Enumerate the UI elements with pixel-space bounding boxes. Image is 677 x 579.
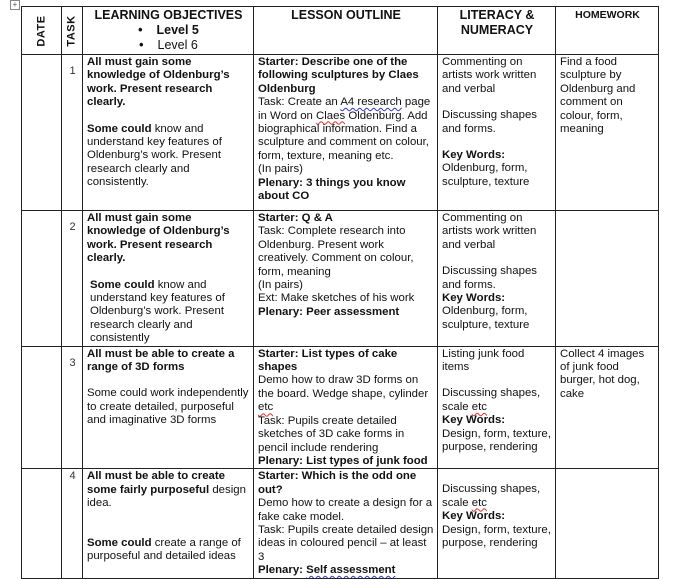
key-words-text: Design, form, texture, purpose, rendering [442,427,551,454]
table-row [22,211,659,347]
literacy-line-2-etc: etc [471,496,487,509]
demo-etc: etc [258,401,274,414]
header-task-label: TASK [65,14,78,47]
key-words-label: Key Words: [442,510,506,523]
move-table-icon[interactable]: + [10,0,20,10]
task-rest: Oldenburg. Add biographical information. Find a sculpture and comment on colour, form, texture, meaning etc. [258,109,429,162]
starter-text: Starter: Describe one of the following sculptures by Claes Oldenburg [258,56,419,95]
header-date [22,7,62,55]
literacy-cell[interactable] [438,211,556,347]
note-text: (In pairs) [258,163,303,176]
plenary-text: Plenary: List types of junk food [258,454,428,467]
plenary-value: Self assessment [306,564,396,577]
header-row [22,7,659,55]
objectives-cell[interactable] [83,55,254,211]
all-must-text: All must gain some knowledge of Oldenburg’s work. Present research clearly. [87,212,230,265]
demo-text: Demo how to create a design for a fake cake model. [258,497,433,523]
some-could-detail: know and understand key features of Oldenburg’s work. Present research clearly and consistently. [87,122,222,189]
plenary-text: Plenary: Peer assessment [258,305,400,318]
task-number: 3 [62,346,83,469]
table-row [22,55,659,211]
task-number: 2 [62,211,83,347]
plenary-text [258,564,434,577]
homework-cell[interactable] [556,469,659,578]
some-could-text [87,279,250,346]
literacy-line-1: Commenting on artists work written and verbal [442,212,537,251]
objectives-cell[interactable] [83,346,254,469]
some-could-text [87,123,250,190]
date-cell[interactable] [22,55,62,211]
homework-cell[interactable]: Collect 4 images of junk food burger, hot dog, cake [556,346,659,469]
all-must-text [87,470,250,510]
plenary-label: Plenary: [258,564,307,577]
ext-text: Ext: Make sketches of his work [258,292,415,305]
literacy-cell[interactable] [438,346,556,469]
task-text: Task: Pupils create detailed sketches of 3D cake forms in pencil include rendering [258,414,405,454]
task-number: 4 [62,469,83,578]
task-text: Task: Complete research into Oldenburg. Present work creatively. Comment on colour, form, meaning [258,225,414,278]
key-words-label: Key Words: [442,414,506,427]
lesson-cell[interactable] [254,469,438,578]
literacy-cell[interactable] [438,55,556,211]
literacy-line-2: Discussing shapes and forms. [442,265,537,291]
level-5-item: • Level 5 [87,23,250,38]
homework-cell[interactable] [556,211,659,347]
some-could-text [87,537,250,564]
all-must-text: All must gain some knowledge of Oldenburg’s work. Present research clearly. [87,56,230,109]
literacy-line-2 [442,483,552,510]
literacy-cell[interactable] [438,469,556,578]
literacy-line-2-prefix: Discussing shapes, scale [442,483,541,509]
header-homework: HOMEWORK [556,7,659,55]
all-must-detail: design idea. [87,483,246,510]
starter-text: Starter: List types of cake shapes [258,347,398,374]
lesson-plan-table [21,6,659,579]
literacy-line-1: Commenting on artists work written and verbal [442,56,537,95]
some-could-detail: know and understand key features of Oldenburg’s work. Present research clearly and consistently [90,278,225,345]
header-task [62,7,83,55]
table-row [22,469,659,578]
header-learning-objectives [83,7,254,55]
objectives-cell[interactable] [83,469,254,578]
table-row [22,346,659,469]
task-text: Task: Pupils create detailed design ideas in coloured pencil – at least 3 [258,523,434,563]
lesson-cell[interactable] [254,211,438,347]
literacy-line-2 [442,387,552,414]
task-text [258,96,434,163]
demo-prefix: Demo how to draw 3D forms on the board. Wedge shape, cylinder [258,374,429,400]
levels-list [87,23,250,53]
key-words-text: Oldenburg, form, sculpture, texture [442,162,530,188]
key-words-text: Oldenburg, form, sculpture, texture [442,305,530,331]
date-cell[interactable] [22,469,62,578]
some-could-detail: create a range of purposeful and detailed ideas [87,536,241,562]
some-could-label: Some could [87,536,152,549]
all-must-text: All must be able to create a range of 3D forms [87,347,235,374]
some-could-label: Some could [87,122,152,135]
task-mid: page in Word on [258,96,431,122]
header-date-label: DATE [35,14,47,47]
level-6-item: • Level 6 [87,38,250,53]
key-words-label: Key Words: [442,292,506,305]
header-literacy-numeracy: LITERACY & NUMERACY [438,7,556,55]
demo-text [258,374,434,414]
lesson-cell[interactable] [254,346,438,469]
task-number: 1 [62,55,83,211]
date-cell[interactable] [22,211,62,347]
literacy-line-2-prefix: Discussing shapes, scale [442,387,541,413]
literacy-line-2: Discussing shapes and forms. [442,109,537,135]
note-text: (In pairs) [258,279,303,292]
plenary-text: Plenary: 3 things you know about CO [258,176,406,203]
starter-text: Starter: Which is the odd one out? [258,470,417,496]
task-a4-research: A4 research [340,96,402,109]
literacy-line-2-etc: etc [471,400,487,413]
starter-text: Starter: Q & A [258,212,333,224]
task-prefix: Task: Create an [258,96,341,109]
some-could-text: Some could work independently to create detailed, purposeful and imaginative 3D forms [87,387,249,427]
date-cell[interactable] [22,346,62,469]
header-learning-objectives-label: LEARNING OBJECTIVES [94,8,243,22]
some-could-label: Some could [90,278,155,291]
literacy-line-1: Listing junk food items [442,347,525,374]
lesson-cell[interactable] [254,55,438,211]
all-must-label: All must be able to create some fairly purposeful [87,470,225,496]
task-claes: Claes [316,109,346,122]
homework-cell[interactable]: Find a food sculpture by Oldenburg and comment on colour, form, meaning [556,55,659,211]
key-words-label: Key Words: [442,149,506,162]
key-words-text: Design, form, texture, purpose, rendering [442,523,551,549]
header-lesson-outline: LESSON OUTLINE [254,7,438,55]
objectives-cell[interactable] [83,211,254,347]
